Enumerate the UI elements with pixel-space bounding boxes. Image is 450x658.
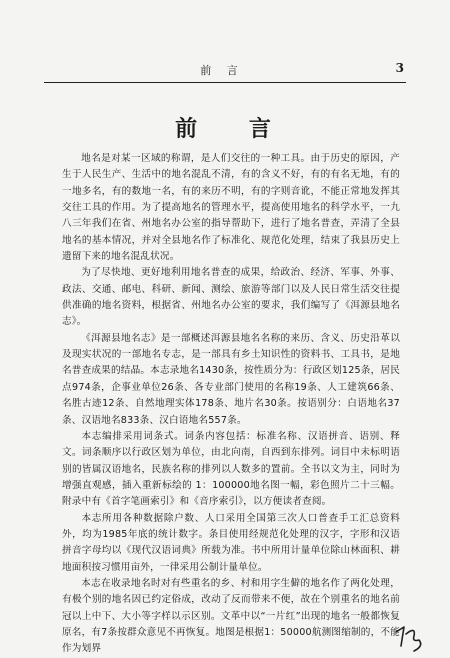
header-rule <box>44 82 406 83</box>
page-number: 3 <box>395 61 404 75</box>
handwritten-mark-icon <box>392 624 426 654</box>
paragraph: 本志所用各种数据除户数、人口采用全国第三次人口普查手工汇总资料外，均为1985年底的统计数字。条目使用经规范化处理的汉字，字形和汉语拼音字母均以《现代汉语词典》所载为准。书中所用计量单位除山林面积、耕地面积按习惯用亩外，一律采用公制计量单位。 <box>62 512 400 573</box>
paragraph: 本志编排采用词条式。词条内容包括：标准名称、汉语拼音、语别、释文。词条顺序以行政区划为单位，由北向南，自西到东排列。词目中未标明语别的皆属汉语地名，民族名称的排列以人数多的置前。全书以文为主，同时为增强直观感，插入重新标绘的 1：100000地名图一幅，彩色照片二十三幅。附录中有《首字笔画索引》和《音序索引》，以方便读者查阅。 <box>62 430 400 508</box>
paragraph: 地名是对某一区域的称谓，是人们交往的一种工具。由于历史的原因，产生于人民生产、生活中的地名混乱不清，有的含义不好，有的有名无地，有的一地多名，有的数地一名，有的来历不明，有的字则音讹，不能正常地发挥其交往工具的作用。为了提高地名的管理水平，提高使用地名的科学水平，一九八三年我们在省、州地名办公室的指导帮助下，进行了地名普查，弄清了全县地名的基本情况，并对全县地名作了标准化、规范化处理，结束了我县历史上遗留下来的地名混乱状况。 <box>62 153 400 263</box>
paragraph: 《洱源县地名志》是一部概述洱源县地名名称的来历、含义、历史沿革以及现实状况的一部地名专志，是一部具有乡土知识性的资料书、工具书，是地名普查成果的结晶。本志录地名1430条，按性质分为：行政区划125条，居民点974条，企事业单位26条、各专业部门使用的名称19条、人工建筑66条、名胜古迹12条、自然地理实体178条、地片名30条。按语别分：白语地名37条、汉语地名833条、汉白语地名557条。 <box>62 332 400 426</box>
paragraph: 本志在收录地名时对有些重名的乡、村和用字生僻的地名作了两化处理，有极个别的地名因已约定俗成，改动了反而带来不便，故在个别重名的地名前冠以上中下、大小等字样以示区别。文革中以“一片红”出现的地名一般都恢复原名，有7条按群众意见不再恢复。地图是根据1：50000航测图缩制的，不能作为划界 <box>62 577 400 655</box>
paragraph: 为了尽快地、更好地利用地名普查的成果，给政治、经济、军事、外事、政法、交通、邮电、科研、新闻、测绘、旅游等部门以及人民日常生活交往提供准确的地名资料，根据省、州地名办公室的要求，我们编写了《洱源县地名志》。 <box>62 267 400 328</box>
body-text <box>62 151 400 658</box>
running-title: 前 言 <box>200 64 244 77</box>
running-header <box>44 62 404 80</box>
page-title: 前 言 <box>175 116 293 142</box>
